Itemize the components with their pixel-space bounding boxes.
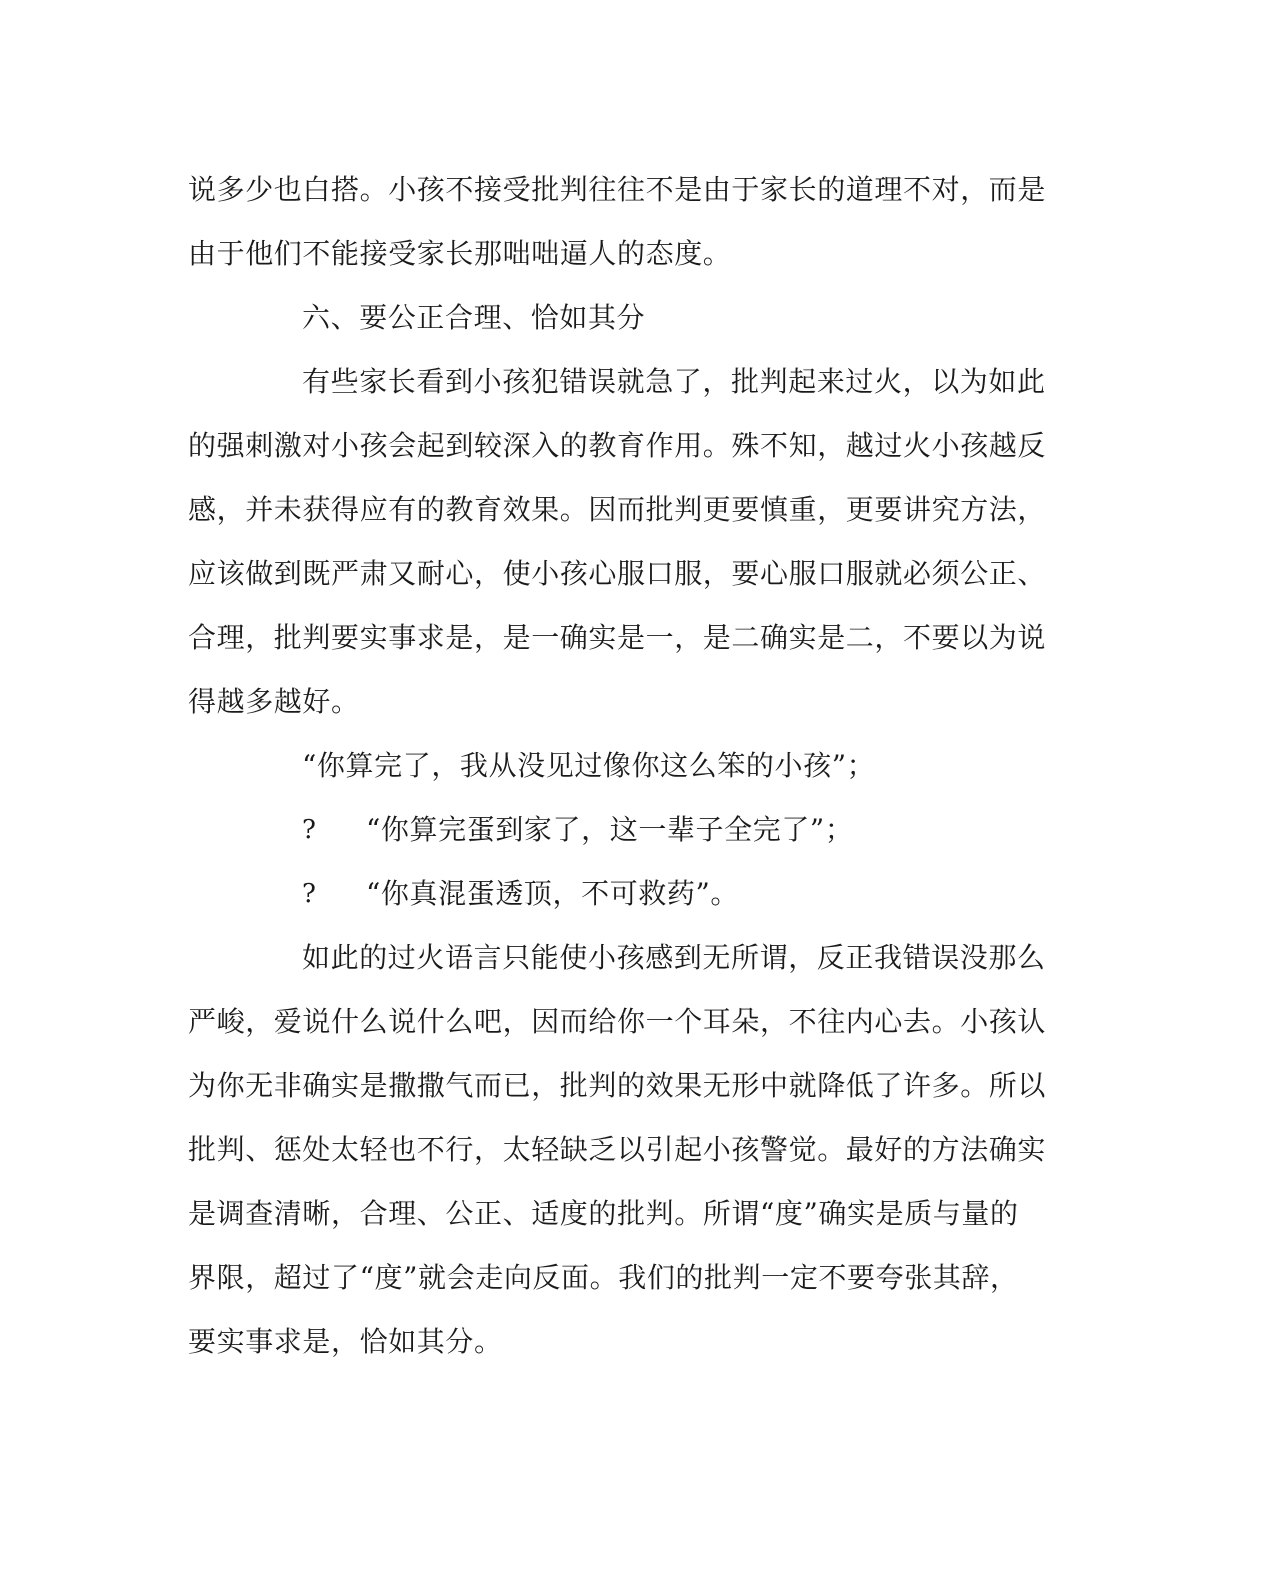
paragraph-line: 得越多越好。: [188, 685, 360, 718]
paragraph-line: 合理，批判要实事求是，是一确实是一，是二确实是二，不要以为说: [188, 621, 1047, 654]
quote-line: “你算完了，我从没见过像你这么笨的小孩”；: [302, 749, 876, 782]
bullet-marker: ?: [302, 815, 316, 845]
paragraph-line: 应该做到既严肃又耐心，使小孩心服口服，要心服口服就必须公正、: [188, 557, 1047, 590]
bullet-marker: ?: [302, 879, 316, 909]
paragraph-line: 界限，超过了“度”就会走向反面。我们的批判一定不要夸张其辞，: [188, 1261, 1019, 1294]
paragraph-line: 的强刺激对小孩会起到较深入的教育作用。殊不知，越过火小孩越反: [188, 429, 1047, 462]
paragraph-line: 如此的过火语言只能使小孩感到无所谓，反正我错误没那么: [302, 941, 1046, 974]
paragraph-line: 要实事求是，恰如其分。: [188, 1325, 503, 1358]
paragraph-line: 有些家长看到小孩犯错误就急了，批判起来过火，以为如此: [302, 365, 1046, 398]
paragraph-line: 为你无非确实是撒撒气而已，批判的效果无形中就降低了许多。所以: [188, 1069, 1047, 1102]
paragraph-line: 严峻，爱说什么说什么吧，因而给你一个耳朵，不往内心去。小孩认: [188, 1005, 1047, 1038]
paragraph-line: 批判、惩处太轻也不行，太轻缺乏以引起小孩警觉。最好的方法确实: [188, 1133, 1047, 1166]
paragraph-line: 是调查清晰，合理、公正、适度的批判。所谓“度”确实是质与量的: [188, 1197, 1019, 1230]
bullet-quote: “你真混蛋透顶，不可救药”。: [366, 877, 740, 910]
text-line: 由于他们不能接受家长那咄咄逼人的态度。: [188, 237, 732, 270]
section-heading: 六、要公正合理、恰如其分: [302, 301, 646, 334]
text-line: 说多少也白搭。小孩不接受批判往往不是由于家长的道理不对，而是: [188, 173, 1047, 206]
bullet-quote: “你算完蛋到家了，这一辈子全完了”；: [366, 813, 854, 846]
paragraph-line: 感，并未获得应有的教育效果。因而批判更要慎重，更要讲究方法，: [188, 493, 1047, 526]
